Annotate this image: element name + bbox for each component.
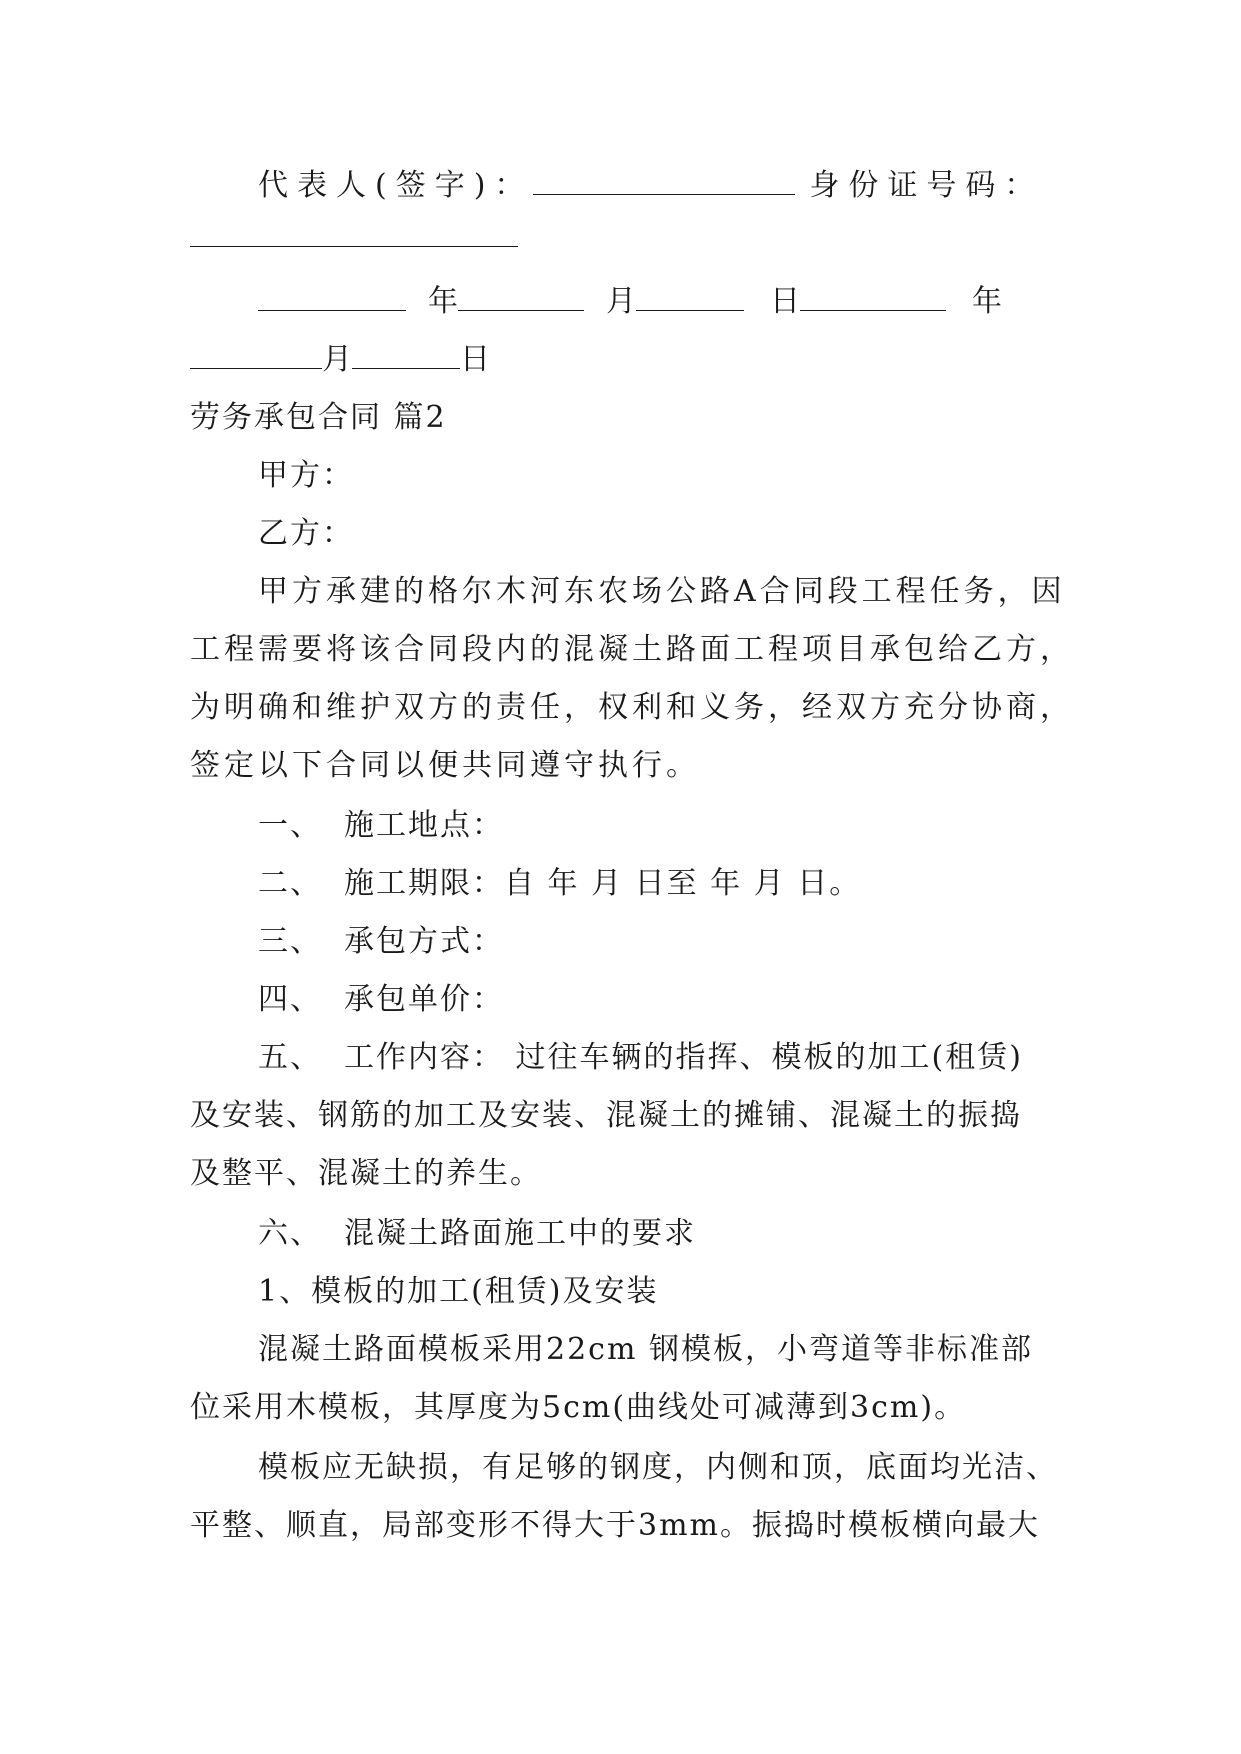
date-year-label-1: 年 (428, 284, 458, 319)
date-year-label-2: 年 (972, 284, 1002, 319)
clause-5-line-3: 及整平、混凝土的养生。 (190, 1156, 542, 1191)
date-month-blank-2 (190, 342, 322, 369)
subsection-1-line-1: 混凝土路面模板采用22cm 钢模板，小弯道等非标准部 (258, 1332, 1033, 1367)
clause-2-number: 二、 (258, 866, 322, 901)
intro-line-1: 甲方承建的格尔木河东农场公路A合同段工程任务，因 (258, 574, 1066, 609)
clause-3 (258, 924, 1128, 960)
clause-5-text: 工作内容： 过往车辆的指挥、模板的加工(租赁) (344, 1040, 1023, 1075)
clause-3-number: 三、 (258, 924, 322, 959)
representative-label: 代表人(签字)： (258, 168, 534, 203)
clause-2-text: 施工期限：自 年 月 日至 年 月 日。 (344, 866, 862, 901)
date-line (258, 284, 1128, 320)
id-number-label: 身份证号码： (809, 168, 1044, 203)
subsection-1-line-4: 平整、顺直，局部变形不得大于3mm。振捣时模板横向最大 (190, 1508, 1040, 1543)
party-a-label: 甲方： (258, 458, 354, 493)
clause-5-number: 五、 (258, 1040, 322, 1075)
subsection-1-line-2: 位采用木模板，其厚度为5cm(曲线处可减薄到3cm)。 (190, 1390, 967, 1425)
clause-4 (258, 982, 1128, 1018)
date-month-blank-1 (458, 284, 584, 311)
clause-1-text: 施工地点： (344, 808, 504, 843)
clause-1-number: 一、 (258, 808, 322, 843)
intro-line-3: 为明确和维护双方的责任，权利和义务，经双方充分协商， (190, 690, 1074, 725)
representative-signature-line (258, 168, 1128, 204)
date-month-label-1: 月 (606, 284, 636, 319)
date-year-blank-2 (800, 284, 946, 311)
clause-6-text: 混凝土路面施工中的要求 (344, 1216, 696, 1251)
clause-3-text: 承包方式： (344, 924, 504, 959)
clause-5 (258, 1040, 1128, 1076)
intro-line-4: 签定以下合同以便共同遵守执行。 (190, 748, 700, 783)
clause-1 (258, 808, 1128, 844)
date-day-blank-1 (636, 284, 744, 311)
date-day-label-2: 日 (460, 342, 490, 377)
party-b-label: 乙方： (258, 516, 354, 551)
subsection-1-heading: 1、模板的加工(租赁)及安装 (258, 1274, 659, 1309)
clause-4-number: 四、 (258, 982, 322, 1017)
section-heading: 劳务承包合同 篇2 (190, 400, 447, 435)
clause-6-number: 六、 (258, 1216, 322, 1251)
clause-2 (258, 866, 1128, 902)
intro-line-2: 工程需要将该合同段内的混凝土路面工程项目承包给乙方， (190, 632, 1074, 667)
date-line-2 (190, 342, 1060, 378)
date-day-blank-2 (352, 342, 460, 369)
date-year-blank-1 (258, 284, 406, 311)
clause-4-text: 承包单价： (344, 982, 504, 1017)
id-number-blank-line (190, 220, 1060, 256)
representative-blank (533, 168, 795, 195)
clause-6 (258, 1216, 1128, 1252)
subsection-1-line-3: 模板应无缺损，有足够的钢度，内侧和顶，底面均光洁、 (258, 1450, 1058, 1485)
date-month-label-2: 月 (322, 342, 352, 377)
date-day-label-1: 日 (770, 284, 800, 319)
clause-5-line-2: 及安装、钢筋的加工及安装、混凝土的摊铺、混凝土的振捣 (190, 1098, 1022, 1133)
id-number-blank (190, 220, 518, 247)
